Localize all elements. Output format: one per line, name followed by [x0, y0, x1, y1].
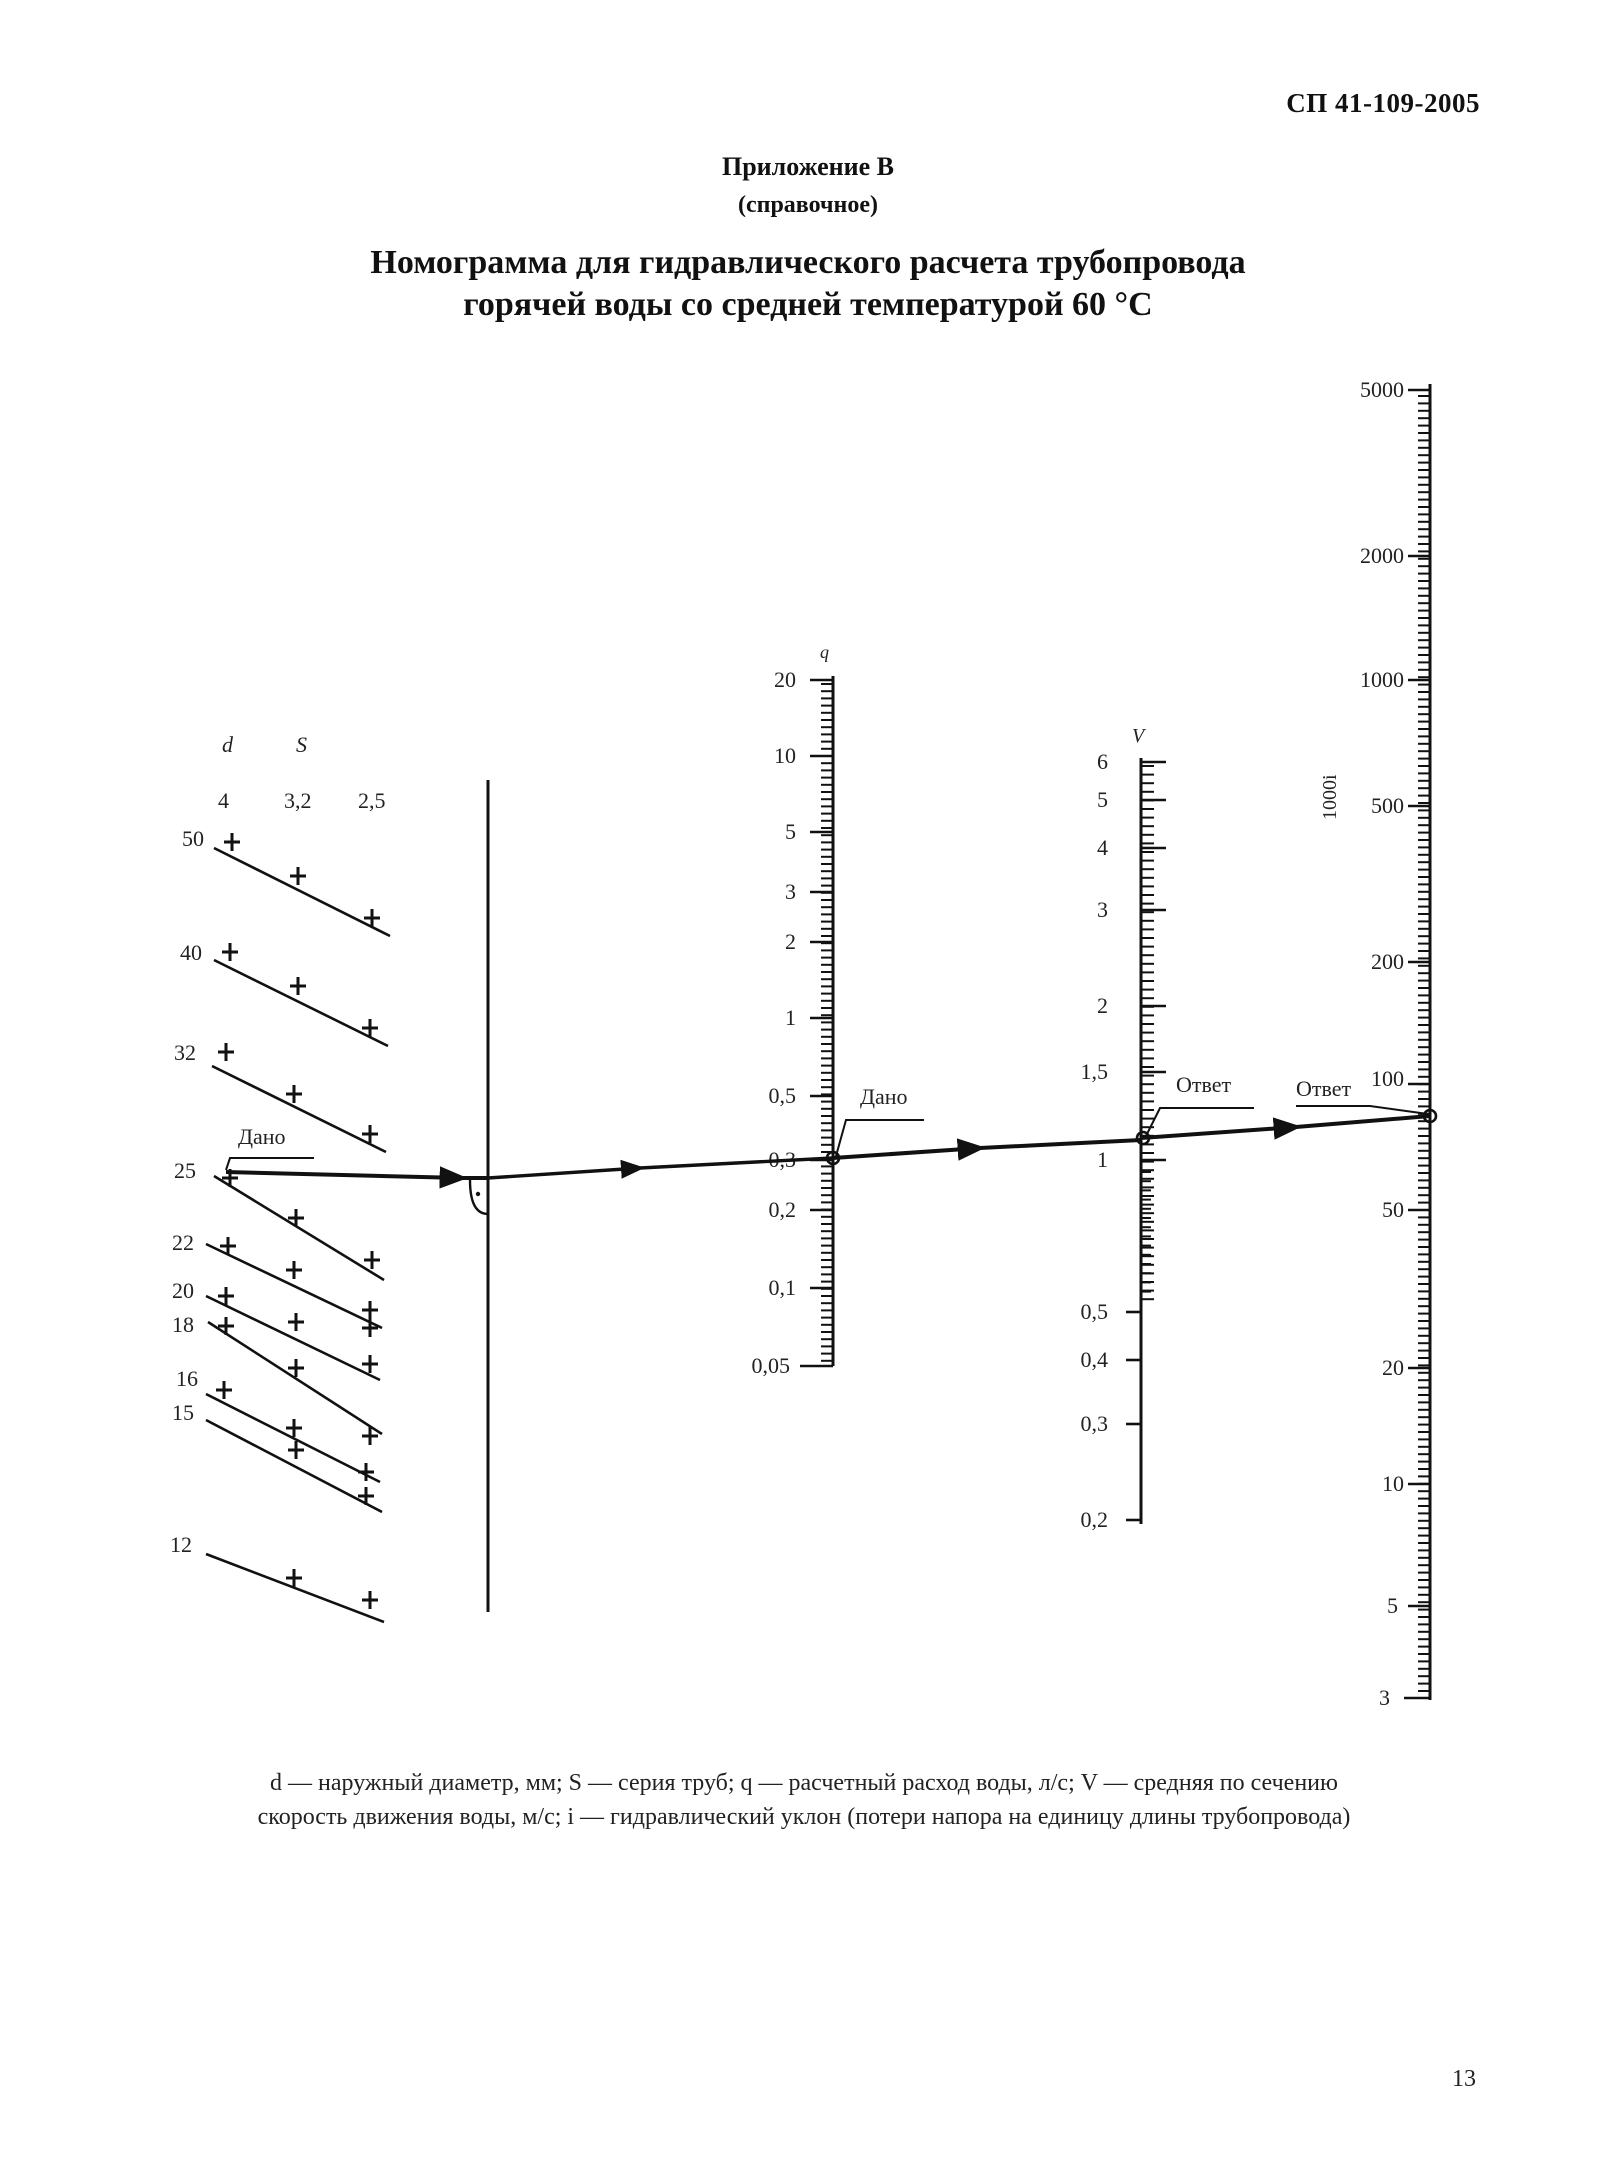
q-label-0-3: 0,3 — [768, 1147, 796, 1172]
path-segment-2b — [640, 1158, 833, 1168]
plus-mark-28 — [362, 1591, 378, 1609]
q-label-1: 1 — [785, 1005, 796, 1030]
diameter-label-15: 15 — [172, 1400, 194, 1425]
diameter-label-20: 20 — [172, 1278, 194, 1303]
i-label-5: 5 — [1387, 1593, 1398, 1618]
path-segment-3b — [980, 1140, 1141, 1148]
plus-mark-1 — [290, 867, 306, 885]
path-segment-2 — [488, 1168, 640, 1178]
v-label-6: 6 — [1097, 749, 1108, 774]
i-label-50: 50 — [1382, 1197, 1404, 1222]
q-scale — [752, 642, 834, 1378]
page-title-line-1: Номограмма для гидравлического расчета трубопровода — [370, 244, 1246, 281]
q-label-5: 5 — [785, 819, 796, 844]
v-label-4: 4 — [1097, 835, 1108, 860]
diameter-label-32: 32 — [174, 1040, 196, 1065]
i-label-100: 100 — [1371, 1066, 1404, 1091]
d-axis-label: d — [222, 732, 233, 757]
given-leader-left — [226, 1158, 314, 1170]
q-label-10: 10 — [774, 743, 796, 768]
i-label-1000: 1000 — [1360, 667, 1404, 692]
right-angle-dot — [476, 1192, 480, 1196]
page-number: 13 — [1452, 2066, 1476, 2092]
plus-mark-17 — [362, 1319, 378, 1337]
plus-mark-11 — [364, 1251, 380, 1269]
plus-mark-4 — [290, 977, 306, 995]
page-title-line-2: горячей воды со средней температурой 60 °С — [463, 286, 1153, 323]
plus-mark-13 — [286, 1261, 302, 1279]
series-label-3-2: 3,2 — [284, 788, 312, 813]
pipe-line-1 — [214, 960, 388, 1046]
i-axis-label: 1000i — [1319, 774, 1341, 820]
v-label-2: 2 — [1097, 993, 1108, 1018]
diameter-label-16: 16 — [176, 1366, 198, 1391]
v-label-1: 1 — [1097, 1147, 1108, 1172]
given-leader-q — [836, 1120, 924, 1156]
v-label-0-3: 0,3 — [1080, 1411, 1108, 1436]
plus-mark-10 — [288, 1209, 304, 1227]
v-label-0-4: 0,4 — [1080, 1347, 1108, 1372]
q-label-3: 3 — [785, 879, 796, 904]
path-segment-4 — [1141, 1127, 1296, 1138]
series-label-4: 4 — [218, 788, 229, 813]
given-label-q: Дано — [860, 1084, 908, 1109]
answer-leader-i — [1296, 1106, 1428, 1114]
plus-mark-21 — [216, 1381, 232, 1399]
v-scale — [1081, 725, 1167, 1532]
diameter-label-40: 40 — [180, 940, 202, 965]
path-segment-3 — [833, 1148, 980, 1158]
plus-mark-6 — [218, 1043, 234, 1061]
diameter-label-12: 12 — [170, 1532, 192, 1557]
i-label-10: 10 — [1382, 1471, 1404, 1496]
q-label-0-2: 0,2 — [768, 1197, 796, 1222]
pipe-marks — [216, 833, 380, 1609]
v-label-1-5: 1,5 — [1080, 1059, 1108, 1084]
i-label-3: 3 — [1379, 1685, 1390, 1710]
q-axis-label: q — [820, 642, 829, 662]
right-angle-mark — [470, 1180, 488, 1214]
diameter-label-50: 50 — [182, 826, 204, 851]
pipe-line-7 — [206, 1394, 380, 1482]
plus-mark-16 — [288, 1313, 304, 1331]
i-label-2000: 2000 — [1360, 543, 1404, 568]
series-label-2-5: 2,5 — [358, 788, 386, 813]
pipe-line-4 — [206, 1244, 382, 1328]
pipe-line-3 — [214, 1176, 384, 1280]
pipe-line-0 — [214, 848, 390, 936]
q-label-20: 20 — [774, 667, 796, 692]
answer-label-i: Ответ — [1296, 1076, 1352, 1101]
s-axis-label: S — [296, 732, 307, 757]
answer-label-v: Ответ — [1176, 1072, 1232, 1097]
v-label-0-5: 0,5 — [1080, 1299, 1108, 1324]
q-label-0-5: 0,5 — [768, 1083, 796, 1108]
pipe-lines — [206, 848, 390, 1622]
i-label-200: 200 — [1371, 949, 1404, 974]
v-label-5: 5 — [1097, 787, 1108, 812]
legend-line-2: скорость движения воды, м/с; i — гидравлический уклон (потери напора на единицу длины трубопровода) — [257, 1804, 1351, 1830]
v-minor-ticks — [1141, 766, 1154, 1299]
i-label-500: 500 — [1371, 793, 1404, 818]
appendix-heading: Приложение В — [722, 152, 894, 181]
diameter-label-18: 18 — [172, 1312, 194, 1337]
v-label-3: 3 — [1097, 897, 1108, 922]
legend — [120, 1766, 1488, 1834]
plus-mark-14 — [362, 1301, 378, 1319]
plus-mark-20 — [362, 1355, 378, 1373]
pipe-line-9 — [206, 1554, 384, 1622]
appendix-type: (справочное) — [737, 192, 878, 218]
q-minor-ticks — [821, 684, 833, 1361]
path-segment-4b — [1296, 1116, 1430, 1127]
i-label-5000: 5000 — [1360, 377, 1404, 402]
plus-mark-18 — [218, 1317, 234, 1335]
document-code: СП 41-109-2005 — [1286, 88, 1480, 118]
legend-line-1: d — наружный диаметр, мм; S — серия труб; q — расчетный расход воды, л/с; V — средняя по сечению — [270, 1770, 1338, 1796]
plus-mark-26 — [358, 1487, 374, 1505]
q-label-0-1: 0,1 — [768, 1275, 796, 1300]
plus-mark-3 — [222, 943, 238, 961]
path-segment-1 — [226, 1172, 462, 1178]
i-scale — [1319, 377, 1430, 1710]
v-axis-label: V — [1132, 725, 1145, 747]
v-label-0-2: 0,2 — [1080, 1507, 1108, 1532]
plus-mark-0 — [224, 833, 240, 851]
pivot-axis — [470, 780, 488, 1612]
i-major-ticks — [1404, 390, 1430, 1698]
diameter-label-22: 22 — [172, 1230, 194, 1255]
diameter-label-25: 25 — [174, 1158, 196, 1183]
plus-mark-7 — [286, 1085, 302, 1103]
i-minor-ticks — [1418, 396, 1430, 1691]
q-label-2: 2 — [785, 929, 796, 954]
q-label-0-05: 0,05 — [751, 1353, 790, 1378]
given-label-left: Дано — [238, 1124, 286, 1149]
i-label-20: 20 — [1382, 1355, 1404, 1380]
